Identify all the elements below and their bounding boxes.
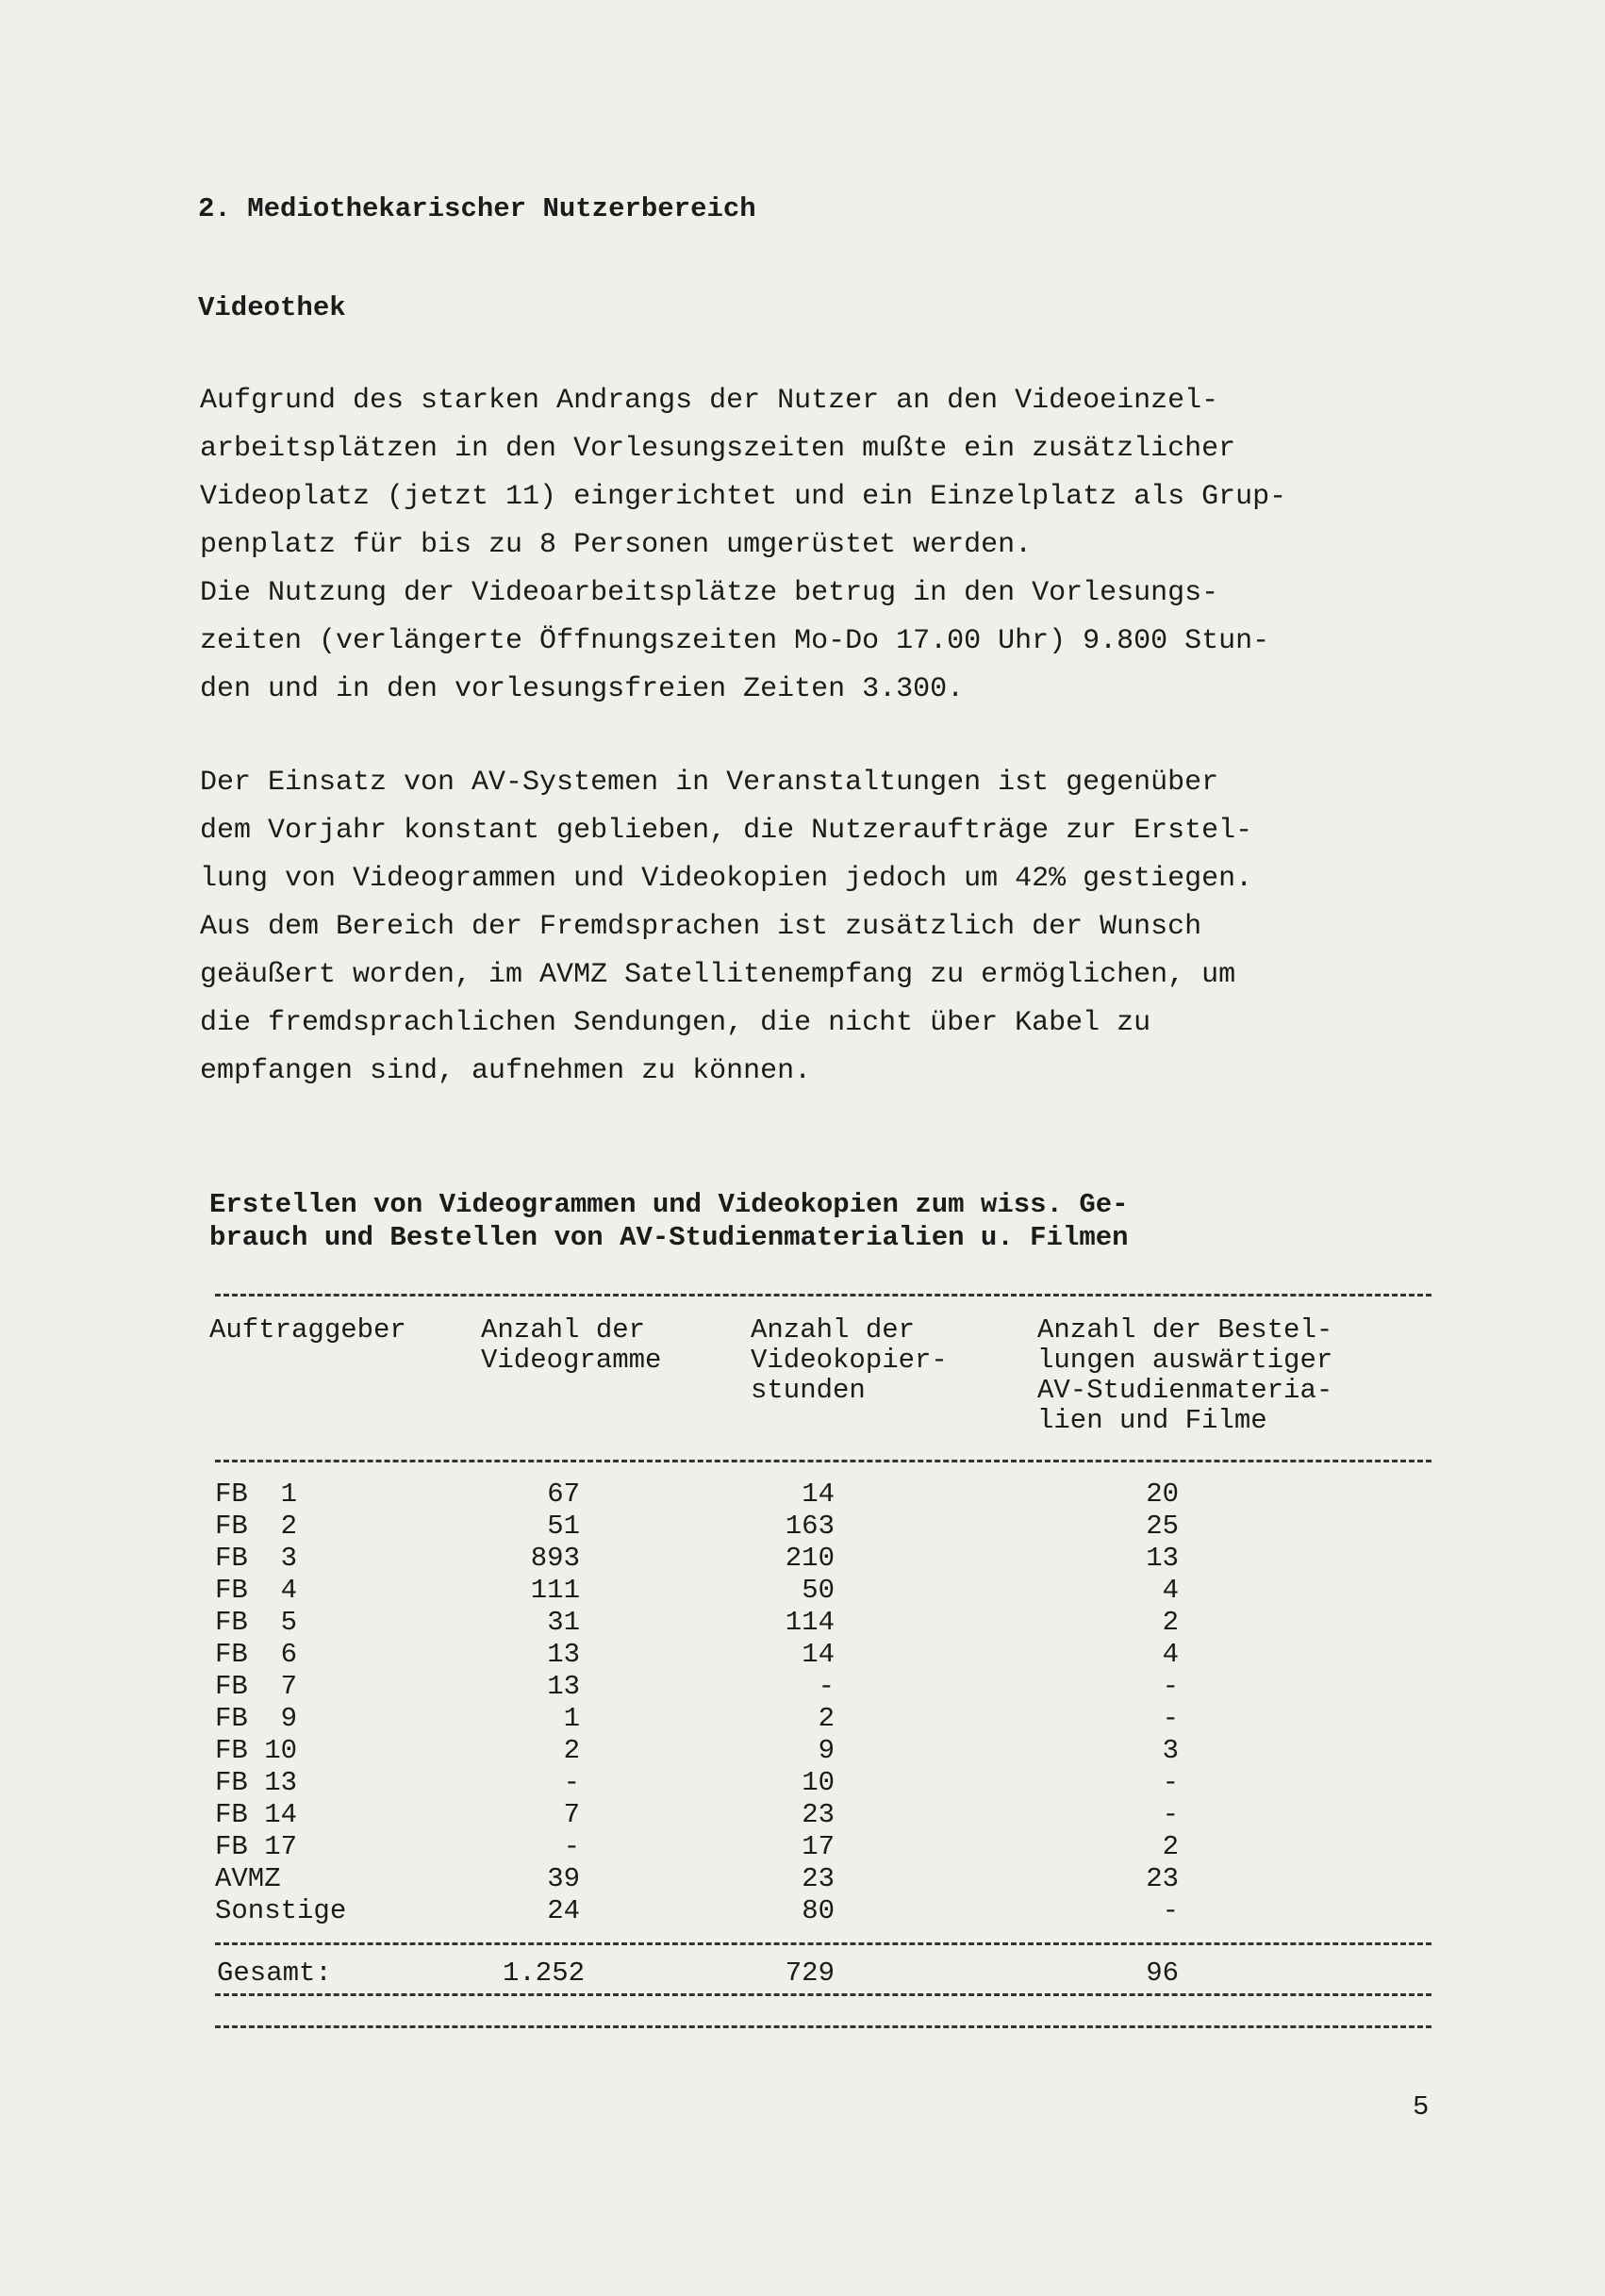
cell-bestellungen: -	[1162, 1703, 1179, 1734]
table-row	[0, 1895, 1605, 1927]
paragraph-av-systems: Der Einsatz von AV-Systemen in Veranstaltungen ist gegenüber dem Vorjahr konstant geblieben, die Nutzeraufträge zur Erstel- lung von Videogrammen und Videokopien jedoch um 42% gestiegen. Aus dem Bereich der Fremdsprachen ist zusätzlich der Wunsch geäußert worden, im AVMZ Satellitenempfang zu ermöglichen, um die fremdsprachlichen Sendungen, die nicht über Kabel zu empfangen sind, aufnehmen zu können.	[200, 767, 1253, 1087]
cell-stunden: 114	[785, 1607, 835, 1638]
cell-client: FB 6	[215, 1639, 298, 1670]
cell-bestellungen: -	[1162, 1671, 1179, 1702]
cell-bestellungen: 13	[1146, 1543, 1179, 1574]
table-row	[0, 1607, 1605, 1639]
table-row	[0, 1799, 1605, 1831]
cell-stunden: 14	[802, 1478, 835, 1510]
cell-client: FB 2	[215, 1511, 298, 1542]
table-rule-below-total	[215, 1993, 1431, 1996]
table-title: Erstellen von Videogrammen und Videokopien zum wiss. Ge- brauch und Bestellen von AV-Studienmaterialien u. Filmen	[209, 1189, 1129, 1253]
cell-bestellungen: 3	[1162, 1735, 1179, 1766]
cell-bestellungen: 23	[1146, 1863, 1179, 1894]
cell-client: FB 14	[215, 1799, 298, 1830]
cell-stunden: 17	[802, 1831, 835, 1862]
cell-videogramme: 893	[530, 1543, 580, 1574]
cell-videogramme: 13	[547, 1639, 580, 1670]
cell-bestellungen: -	[1162, 1767, 1179, 1798]
table-row	[0, 1671, 1605, 1703]
cell-stunden: 23	[802, 1863, 835, 1894]
cell-videogramme: 1	[563, 1703, 580, 1734]
table-row	[0, 1831, 1605, 1863]
cell-client: FB 3	[215, 1543, 298, 1574]
cell-videogramme: 39	[547, 1863, 580, 1894]
cell-videogramme: -	[563, 1767, 580, 1798]
cell-stunden: -	[818, 1671, 835, 1702]
cell-bestellungen: 4	[1162, 1575, 1179, 1606]
table-row	[0, 1863, 1605, 1895]
cell-videogramme: 111	[530, 1575, 580, 1606]
cell-videogramme: 2	[563, 1735, 580, 1766]
table-total-row	[0, 1957, 1605, 1990]
cell-stunden: 80	[802, 1895, 835, 1926]
column-header-client: Auftraggeber	[209, 1314, 406, 1346]
table-row	[0, 1575, 1605, 1607]
cell-bestellungen: -	[1162, 1799, 1179, 1830]
table-rule-top	[215, 1294, 1431, 1297]
table-row	[0, 1767, 1605, 1799]
column-header-bestellungen: Anzahl der Bestel- lungen auswärtiger AV-Studienmateria- lien und Filme	[1037, 1314, 1333, 1436]
subheading-videothek: Videothek	[198, 292, 346, 323]
cell-client: FB 13	[215, 1767, 298, 1798]
cell-client: FB 1	[215, 1478, 298, 1510]
cell-videogramme: 51	[547, 1511, 580, 1542]
cell-videogramme: 24	[547, 1895, 580, 1926]
table-row	[0, 1703, 1605, 1735]
section-title: 2. Mediothekarischer Nutzerbereich	[198, 193, 756, 224]
cell-videogramme: 31	[547, 1607, 580, 1638]
cell-stunden: 14	[802, 1639, 835, 1670]
cell-stunden: 210	[785, 1543, 835, 1574]
cell-client: FB 10	[215, 1735, 298, 1766]
cell-stunden: 163	[785, 1511, 835, 1542]
total-bestellungen: 96	[1146, 1957, 1179, 1989]
table-row	[0, 1478, 1605, 1511]
total-label: Gesamt:	[217, 1957, 332, 1989]
table-rule-header	[215, 1460, 1431, 1462]
page-number: 5	[1413, 2091, 1430, 2123]
total-videogramme: 1.252	[502, 1957, 585, 1989]
cell-client: FB 5	[215, 1607, 298, 1638]
table-row	[0, 1735, 1605, 1767]
cell-videogramme: 13	[547, 1671, 580, 1702]
table-row	[0, 1543, 1605, 1575]
cell-stunden: 50	[802, 1575, 835, 1606]
cell-bestellungen: -	[1162, 1895, 1179, 1926]
cell-bestellungen: 20	[1146, 1478, 1179, 1510]
cell-stunden: 10	[802, 1767, 835, 1798]
cell-videogramme: -	[563, 1831, 580, 1862]
column-header-videogramme: Anzahl der Videogramme	[481, 1314, 662, 1376]
cell-stunden: 2	[818, 1703, 835, 1734]
total-stunden: 729	[785, 1957, 835, 1989]
cell-videogramme: 67	[547, 1478, 580, 1510]
column-header-kopierstunden: Anzahl der Videokopier- stunden	[751, 1314, 948, 1406]
cell-videogramme: 7	[563, 1799, 580, 1830]
cell-stunden: 9	[818, 1735, 835, 1766]
paragraph-usage: Aufgrund des starken Andrangs der Nutzer an den Videoeinzel- arbeitsplätzen in den Vorlesungszeiten mußte ein zusätzlicher Videoplatz (jetzt 11) eingerichtet und ein Einzelplatz als Grup- penplatz für bis zu 8 Personen umgerüstet werden. Die Nutzung der Videoarbeitsplätze betrug in den Vorlesungs- zeiten (verlängerte Öffnungszeiten Mo-Do 17.00 Uhr) 9.800 Stun- den und in den vorlesungsfreien Zeiten 3.300.	[200, 385, 1287, 705]
cell-bestellungen: 25	[1146, 1511, 1179, 1542]
cell-stunden: 23	[802, 1799, 835, 1830]
table-body	[0, 1478, 1605, 1927]
table-row	[0, 1511, 1605, 1543]
table-rule-above-total	[215, 1942, 1431, 1945]
cell-bestellungen: 2	[1162, 1831, 1179, 1862]
cell-bestellungen: 2	[1162, 1607, 1179, 1638]
cell-client: Sonstige	[215, 1895, 347, 1926]
cell-client: AVMZ	[215, 1863, 281, 1894]
cell-client: FB 7	[215, 1671, 298, 1702]
cell-client: FB 9	[215, 1703, 298, 1734]
cell-client: FB 17	[215, 1831, 298, 1862]
table-rule-bottom	[215, 2025, 1431, 2028]
cell-bestellungen: 4	[1162, 1639, 1179, 1670]
cell-client: FB 4	[215, 1575, 298, 1606]
table-row	[0, 1639, 1605, 1671]
